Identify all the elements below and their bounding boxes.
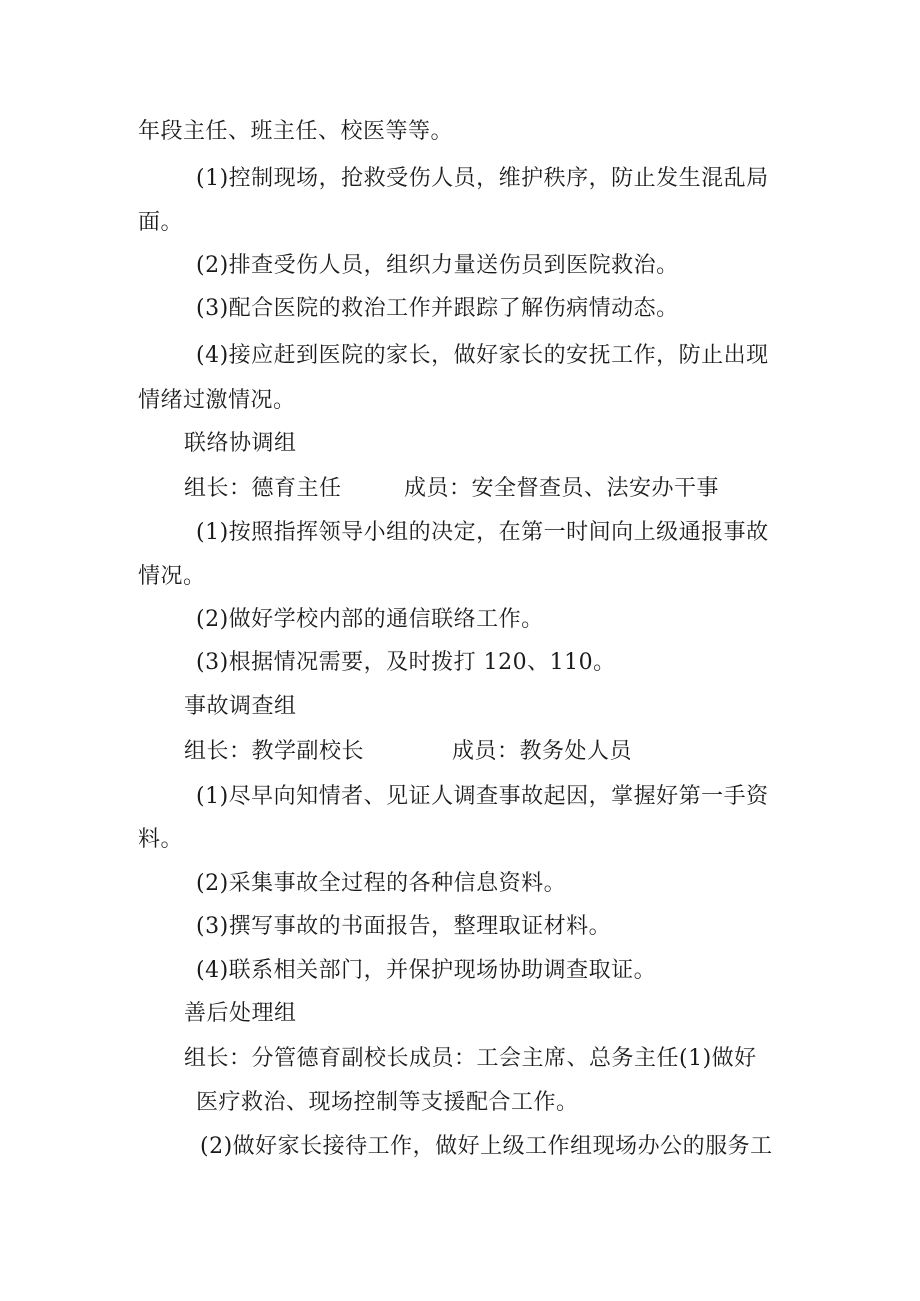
group-leader: 组长：德育主任 <box>184 476 342 501</box>
text-line: 医疗救治、现场控制等支援配合工作。 <box>196 1090 579 1115</box>
group-leader-members: 组长：分管德育副校长成员：工会主席、总务主任(1)做好 <box>184 1046 757 1071</box>
text-line: 年段主任、班主任、校医等等。 <box>138 119 454 144</box>
text-line: 情绪过激情况。 <box>138 388 296 413</box>
text-line: (4)联系相关部门，并保护现场协助调查取证。 <box>196 958 657 983</box>
text-line: (2)采集事故全过程的各种信息资料。 <box>196 871 567 896</box>
group-members: 成员：安全督查员、法安办干事 <box>404 476 720 501</box>
text-line: 料。 <box>138 827 184 852</box>
text-line: (3)根据情况需要，及时拨打 120、110。 <box>196 650 616 675</box>
group-leader: 组长：教学副校长 <box>184 739 365 764</box>
text-line: (2)做好家长接待工作，做好上级工作组现场办公的服务工 <box>200 1134 773 1159</box>
text-line: (1)按照指挥领导小组的决定，在第一时间向上级通报事故 <box>196 520 769 545</box>
section-heading: 事故调查组 <box>184 694 297 719</box>
text-line: (4)接应赶到医院的家长，做好家长的安抚工作，防止出现 <box>196 343 769 368</box>
text-line: (1)尽早向知情者、见证人调查事故起因，掌握好第一手资 <box>196 784 769 809</box>
text-line: 面。 <box>138 210 184 235</box>
text-line: (2)做好学校内部的通信联络工作。 <box>196 607 544 632</box>
text-line: (1)控制现场，抢救受伤人员，维护秩序，防止发生混乱局 <box>196 166 769 191</box>
section-heading: 联络协调组 <box>184 431 297 456</box>
text-line: (2)排查受伤人员，组织力量送伤员到医院救治。 <box>196 253 679 278</box>
text-line: (3)配合医院的救治工作并跟踪了解伤病情动态。 <box>196 296 679 321</box>
text-line: 情况。 <box>138 564 206 589</box>
group-members: 成员：教务处人员 <box>452 739 633 764</box>
section-heading: 善后处理组 <box>184 1001 297 1026</box>
text-line: (3)撰写事故的书面报告，整理取证材料。 <box>196 914 612 939</box>
